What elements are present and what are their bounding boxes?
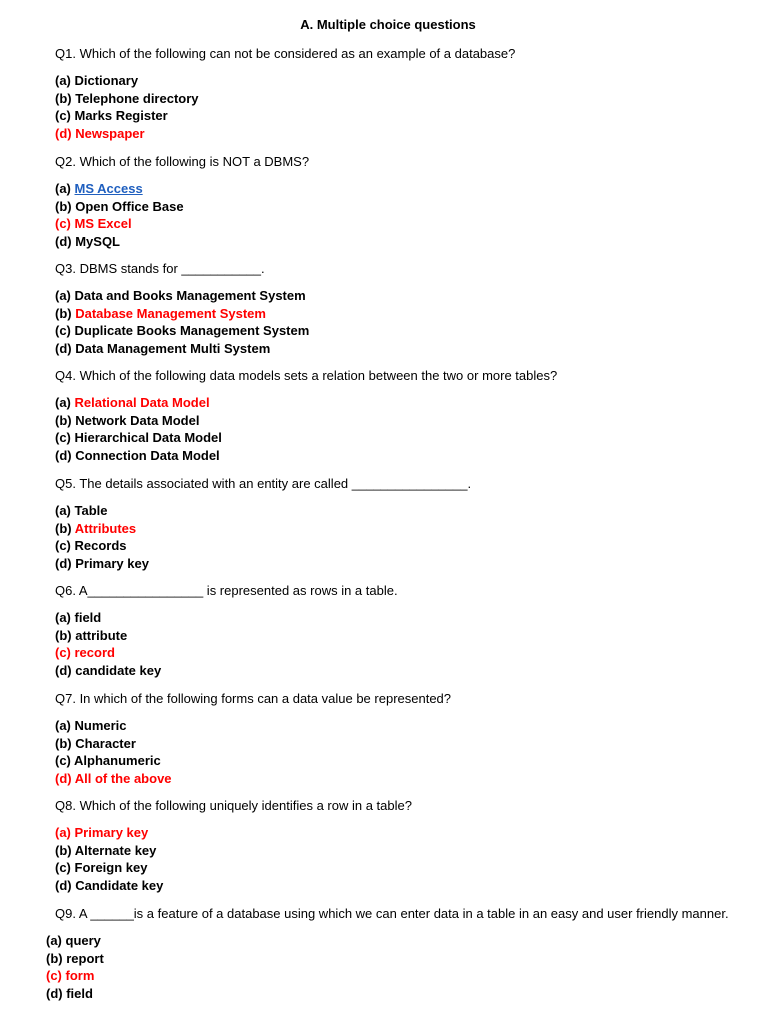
option-letter: (b)	[55, 520, 75, 536]
option-text: Open Office Base	[75, 198, 184, 214]
answer-option	[55, 233, 745, 251]
option-text: attribute	[75, 627, 128, 643]
option-letter: (a)	[55, 181, 75, 196]
answer-option	[55, 877, 745, 895]
option-letter: (a)	[55, 718, 75, 733]
answer-option	[55, 305, 745, 323]
option-text: form	[65, 968, 95, 984]
question-2	[55, 153, 745, 251]
option-text: MS Excel	[74, 216, 132, 232]
option-letter: (d)	[55, 341, 76, 357]
option-letter: (c)	[46, 968, 66, 984]
option-text: field	[66, 986, 93, 1002]
question-9	[55, 905, 755, 932]
answer-option	[46, 932, 736, 950]
option-letter: (a)	[55, 503, 75, 518]
option-text: Data and Books Management System	[74, 288, 306, 303]
option-text: Relational Data Model	[74, 395, 210, 410]
option-text: Newspaper	[75, 126, 145, 142]
answer-option	[46, 950, 736, 968]
answer-option	[55, 735, 745, 753]
option-text: Foreign key	[74, 860, 148, 876]
answer-option	[55, 215, 745, 233]
option-letter: (c)	[55, 430, 75, 446]
option-text: Duplicate Books Management System	[74, 323, 310, 339]
question-6	[55, 582, 745, 680]
option-letter: (b)	[55, 90, 76, 106]
option-letter: (c)	[55, 753, 75, 769]
answer-option	[55, 287, 745, 305]
option-text: Data Management Multi System	[75, 341, 271, 357]
question-text: Q5. The details associated with an entity are called ________________.	[55, 476, 472, 491]
option-letter: (b)	[55, 842, 75, 858]
option-letter: (a)	[55, 610, 75, 625]
answer-option	[55, 125, 745, 143]
answer-option	[55, 429, 745, 447]
answer-option	[55, 717, 745, 735]
question-3	[55, 260, 745, 358]
answer-option	[55, 555, 745, 573]
page-title: A. Multiple choice questions	[300, 17, 476, 32]
option-text: Primary key	[75, 556, 149, 572]
question-8	[55, 797, 745, 895]
question-text: Q1. Which of the following can not be considered as an example of a database?	[55, 46, 516, 61]
answer-option	[55, 412, 745, 430]
option-text: Numeric	[74, 718, 127, 733]
option-letter: (d)	[55, 556, 76, 572]
option-letter: (d)	[55, 663, 76, 679]
option-text: Marks Register	[74, 108, 168, 124]
option-link[interactable]: MS Access	[74, 181, 143, 196]
answer-option	[55, 662, 745, 680]
option-text: Network Data Model	[75, 412, 200, 428]
question-9-options	[46, 932, 736, 1003]
option-text: report	[66, 950, 104, 966]
answer-option	[55, 644, 745, 662]
answer-option	[55, 107, 745, 125]
answer-option	[55, 842, 745, 860]
option-text: Dictionary	[74, 73, 139, 88]
option-text: record	[74, 645, 115, 661]
option-letter: (c)	[55, 645, 75, 661]
option-text: Character	[75, 735, 136, 751]
question-text: Q4. Which of the following data models sets a relation between the two or more tables?	[55, 368, 558, 383]
option-letter: (a)	[46, 933, 66, 948]
question-text: Q9. A ______is a feature of a database using which we can enter data in a table in an easy and user friendly manner.	[55, 906, 729, 921]
option-letter: (b)	[46, 950, 67, 966]
answer-option	[55, 859, 745, 877]
answer-option	[55, 770, 745, 788]
answer-option	[55, 72, 745, 90]
option-letter: (c)	[55, 538, 75, 554]
option-letter: (d)	[55, 126, 76, 142]
option-text: Telephone directory	[75, 90, 199, 106]
answer-option	[55, 394, 745, 412]
question-text: Q7. In which of the following forms can a data value be represented?	[55, 691, 452, 706]
answer-option	[55, 90, 745, 108]
option-text: query	[65, 933, 101, 948]
option-letter: (d)	[55, 234, 76, 250]
option-text: field	[74, 610, 102, 625]
option-letter: (c)	[55, 216, 75, 232]
option-text: Hierarchical Data Model	[74, 430, 222, 446]
option-letter: (a)	[55, 825, 75, 840]
option-letter: (c)	[55, 108, 75, 124]
answer-option[interactable]	[55, 180, 745, 198]
question-text: Q3. DBMS stands for ___________.	[55, 261, 265, 276]
option-text: Table	[74, 503, 108, 518]
option-text: Primary key	[74, 825, 149, 840]
option-letter: (d)	[46, 986, 67, 1002]
option-letter: (c)	[55, 860, 75, 876]
option-text: Alternate key	[74, 842, 157, 858]
question-text: Q8. Which of the following uniquely identifies a row in a table?	[55, 798, 412, 813]
option-letter: (d)	[55, 878, 76, 894]
option-letter: (b)	[55, 735, 76, 751]
question-5	[55, 475, 745, 573]
answer-option	[55, 322, 745, 340]
option-text: Database Management System	[75, 305, 266, 321]
option-text: Candidate key	[75, 878, 164, 894]
option-letter: (a)	[55, 288, 75, 303]
answer-option	[46, 985, 736, 1003]
answer-option	[55, 520, 745, 538]
option-letter: (b)	[55, 305, 76, 321]
question-text: Q6. A________________ is represented as rows in a table.	[55, 583, 398, 598]
answer-option	[55, 502, 745, 520]
option-text: Alphanumeric	[74, 753, 161, 769]
option-text: candidate key	[75, 663, 162, 679]
question-4	[55, 367, 745, 465]
option-letter: (d)	[55, 771, 75, 787]
option-letter: (a)	[55, 73, 75, 88]
option-letter: (b)	[55, 627, 76, 643]
option-letter: (b)	[55, 412, 76, 428]
answer-option	[46, 967, 736, 985]
question-text: Q2. Which of the following is NOT a DBMS?	[55, 154, 310, 169]
answer-option	[55, 752, 745, 770]
answer-option	[55, 447, 745, 465]
answer-option	[55, 627, 745, 645]
option-text: Connection Data Model	[75, 448, 220, 464]
option-letter: (b)	[55, 198, 76, 214]
option-text: MySQL	[75, 234, 121, 250]
answer-option	[55, 537, 745, 555]
option-letter: (d)	[55, 448, 76, 464]
option-text: Attributes	[74, 520, 137, 536]
option-text: Records	[74, 538, 127, 554]
question-7	[55, 690, 745, 788]
option-letter: (c)	[55, 323, 75, 339]
option-letter: (a)	[55, 395, 75, 410]
option-text: All of the above	[74, 771, 172, 787]
answer-option	[55, 198, 745, 216]
answer-option	[55, 824, 745, 842]
answer-option	[55, 609, 745, 627]
answer-option	[55, 340, 745, 358]
question-1	[55, 45, 745, 143]
